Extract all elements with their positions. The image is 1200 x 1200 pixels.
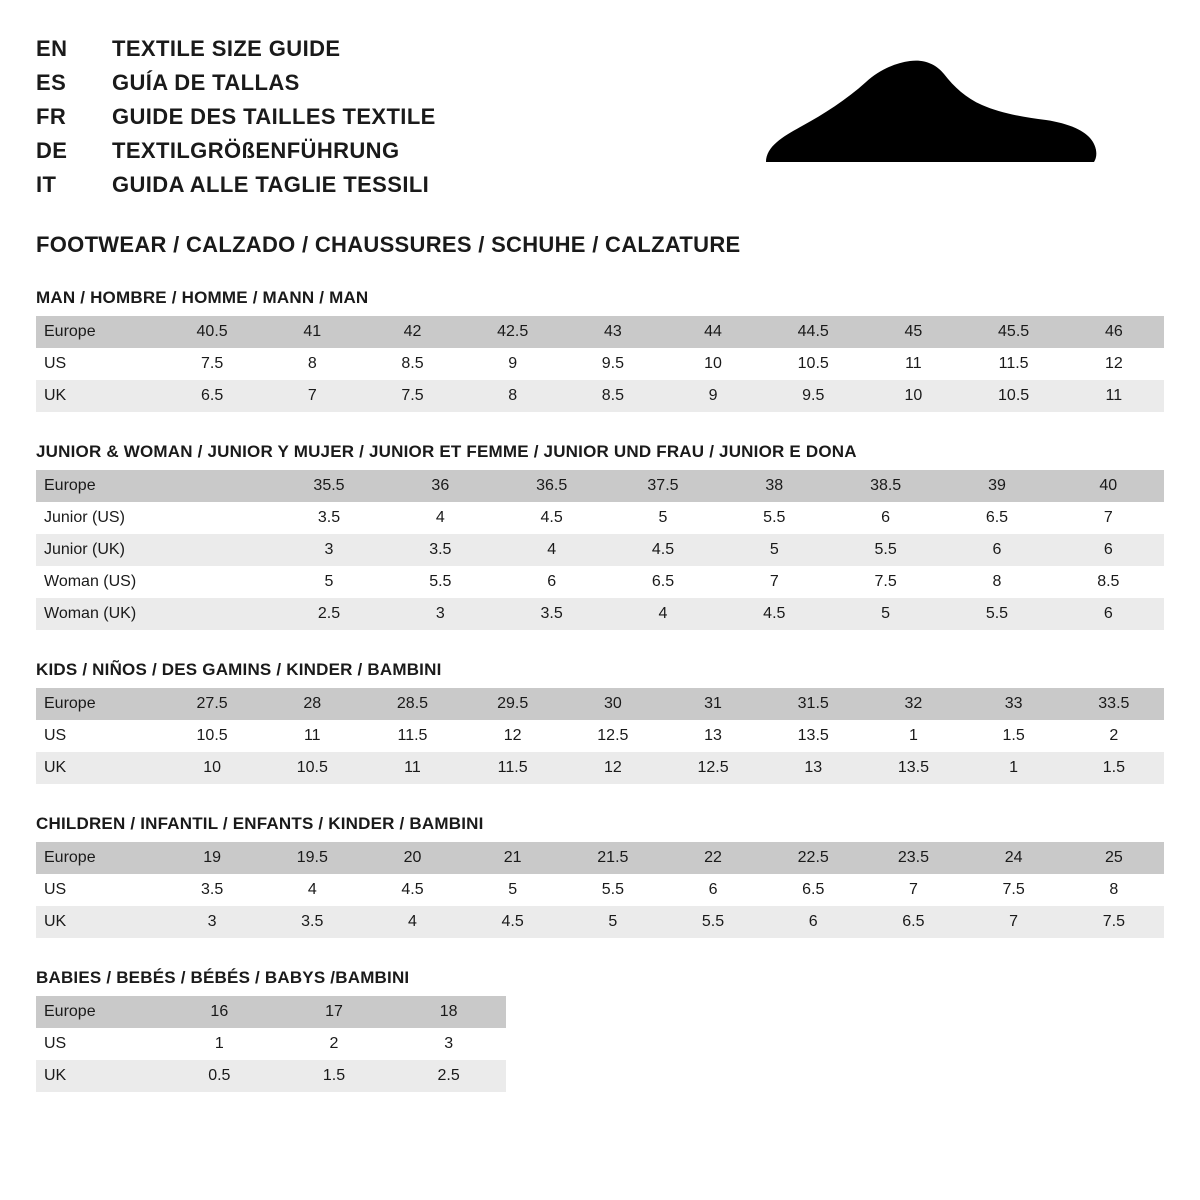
cell: 25 [1064,842,1164,874]
cell: 29.5 [463,688,563,720]
cell: 6 [1053,534,1164,566]
cell: 11 [262,720,362,752]
cell: 9.5 [763,380,863,412]
row-label: Junior (US) [36,502,162,534]
cell: 41 [262,316,362,348]
row-label: Europe [36,470,162,502]
cell: 20 [362,842,462,874]
cell: 1.5 [1064,752,1164,784]
cell: 5.5 [563,874,663,906]
cell: 11.5 [362,720,462,752]
cell: 4 [607,598,718,630]
cell: 3.5 [385,534,496,566]
cell: 13.5 [763,720,863,752]
cell: 4.5 [463,906,563,938]
cell: 37.5 [607,470,718,502]
cell: 7 [1053,502,1164,534]
row-label: Europe [36,842,162,874]
cell: 28 [262,688,362,720]
cell: 1 [863,720,963,752]
cell: 6.5 [162,380,262,412]
cell: 5.5 [663,906,763,938]
cell: 28.5 [362,688,462,720]
shoe-illustration [754,50,1134,180]
cell: 8 [463,380,563,412]
size-table-man [36,316,1164,412]
table-row [36,534,1164,566]
table-row [36,470,1164,502]
cell: 10.5 [763,348,863,380]
row-label: Junior (UK) [36,534,162,566]
table-row [36,842,1164,874]
row-label: UK [36,1060,162,1092]
cell: 39 [941,470,1052,502]
cell: 35.5 [273,470,384,502]
cell: 7.5 [830,566,941,598]
cell: 10 [863,380,963,412]
cell: 8 [262,348,362,380]
cell: 6 [830,502,941,534]
row-label: Woman (UK) [36,598,162,630]
language-row [36,138,436,172]
cell: 40 [1053,470,1164,502]
cell: 3.5 [162,874,262,906]
cell: 3.5 [262,906,362,938]
table-row [36,874,1164,906]
table-row [36,566,1164,598]
section-title: KIDS / NIÑOS / DES GAMINS / KINDER / BAMBINI [36,660,442,679]
section-title: CHILDREN / INFANTIL / ENFANTS / KINDER / BAMBINI [36,814,484,833]
cell: 5 [563,906,663,938]
cell: 44 [663,316,763,348]
language-code: FR [36,104,67,129]
cell: 3 [162,906,262,938]
cell: 7.5 [162,348,262,380]
cell: 11.5 [463,752,563,784]
cell: 32 [863,688,963,720]
cell: 8.5 [362,348,462,380]
cell: 44.5 [763,316,863,348]
cell: 16 [162,996,277,1028]
language-title: GUIDA ALLE TAGLIE TESSILI [112,172,430,197]
section-title: BABIES / BEBÉS / BÉBÉS / BABYS /BAMBINI [36,968,410,987]
size-table-kids [36,688,1164,784]
cell: 22 [663,842,763,874]
table-row [36,996,506,1028]
language-code: IT [36,172,57,197]
cell: 33.5 [1064,688,1164,720]
cell: 5 [273,566,384,598]
section-title: MAN / HOMBRE / HOMME / MANN / MAN [36,288,369,307]
cell: 17 [277,996,392,1028]
cell: 3 [273,534,384,566]
size-table-babies [36,996,506,1092]
language-row [36,104,436,138]
cell: 33 [964,688,1064,720]
cell: 11 [863,348,963,380]
cell: 6.5 [607,566,718,598]
cell: 19.5 [262,842,362,874]
cell: 12 [1064,348,1164,380]
cell: 5 [719,534,830,566]
cell: 4.5 [362,874,462,906]
cell: 7 [719,566,830,598]
cell: 31 [663,688,763,720]
cell [162,534,273,566]
table-row [36,598,1164,630]
header [36,32,1164,206]
cell: 21.5 [563,842,663,874]
cell: 6 [763,906,863,938]
cell: 42 [362,316,462,348]
cell: 1 [162,1028,277,1060]
cell: 38.5 [830,470,941,502]
cell: 7.5 [362,380,462,412]
cell: 2.5 [273,598,384,630]
row-label: US [36,348,162,380]
cell: 9 [663,380,763,412]
cell [162,566,273,598]
cell: 7.5 [1064,906,1164,938]
row-label: US [36,874,162,906]
cell: 2 [277,1028,392,1060]
cell: 18 [391,996,506,1028]
cell: 8 [941,566,1052,598]
cell: 45.5 [964,316,1064,348]
cell: 36.5 [496,470,607,502]
section-man [36,288,1164,412]
cell: 13 [763,752,863,784]
cell: 7 [863,874,963,906]
cell [162,502,273,534]
row-label: Europe [36,996,162,1028]
cell: 6.5 [763,874,863,906]
cell: 8.5 [1053,566,1164,598]
section-junior-woman [36,442,1164,630]
cell: 4 [362,906,462,938]
language-code: ES [36,70,67,95]
language-row [36,70,436,104]
cell: 4.5 [607,534,718,566]
cell: 11 [1064,380,1164,412]
table-row [36,348,1164,380]
row-label: UK [36,906,162,938]
language-code: EN [36,36,68,61]
cell: 24 [964,842,1064,874]
cell: 42.5 [463,316,563,348]
row-label: Woman (US) [36,566,162,598]
cell [162,470,273,502]
cell: 13 [663,720,763,752]
cell: 1.5 [964,720,1064,752]
cell: 22.5 [763,842,863,874]
row-label: Europe [36,316,162,348]
table-row [36,906,1164,938]
section-babies [36,968,1164,1092]
cell: 6 [941,534,1052,566]
language-row [36,36,436,70]
cell: 10.5 [262,752,362,784]
cell: 4 [262,874,362,906]
cell: 7 [964,906,1064,938]
cell: 9.5 [563,348,663,380]
cell: 5 [830,598,941,630]
cell: 12.5 [663,752,763,784]
cell: 12 [463,720,563,752]
cell: 11.5 [964,348,1064,380]
cell: 3.5 [273,502,384,534]
table-row [36,380,1164,412]
cell: 43 [563,316,663,348]
row-label: UK [36,752,162,784]
row-label: UK [36,380,162,412]
cell: 10.5 [162,720,262,752]
cell: 36 [385,470,496,502]
cell: 6.5 [863,906,963,938]
cell: 3.5 [496,598,607,630]
cell: 21 [463,842,563,874]
table-row [36,752,1164,784]
category-title: FOOTWEAR / CALZADO / CHAUSSURES / SCHUHE / CALZATURE [36,232,741,257]
section-kids [36,660,1164,784]
cell: 5.5 [719,502,830,534]
cell: 4 [385,502,496,534]
cell: 46 [1064,316,1164,348]
cell: 45 [863,316,963,348]
cell: 4.5 [719,598,830,630]
language-title: GUIDE DES TAILLES TEXTILE [112,104,436,129]
section-children [36,814,1164,938]
cell: 5.5 [385,566,496,598]
row-label: Europe [36,688,162,720]
cell: 11 [362,752,462,784]
cell: 10 [162,752,262,784]
table-row [36,1028,506,1060]
table-row [36,688,1164,720]
cell: 23.5 [863,842,963,874]
cell: 0.5 [162,1060,277,1092]
cell: 6 [496,566,607,598]
cell: 8.5 [563,380,663,412]
cell: 2.5 [391,1060,506,1092]
cell: 3 [385,598,496,630]
cell: 30 [563,688,663,720]
table-row [36,720,1164,752]
cell: 6 [1053,598,1164,630]
table-row [36,502,1164,534]
size-table-junior-woman [36,470,1164,630]
table-row [36,1060,506,1092]
cell: 2 [1064,720,1164,752]
section-title: JUNIOR & WOMAN / JUNIOR Y MUJER / JUNIOR ET FEMME / JUNIOR UND FRAU / JUNIOR E DONA [36,442,857,461]
table-row [36,316,1164,348]
cell: 1 [964,752,1064,784]
cell: 7 [262,380,362,412]
row-label: US [36,720,162,752]
cell: 4 [496,534,607,566]
cell: 13.5 [863,752,963,784]
size-table-children [36,842,1164,938]
cell [162,598,273,630]
cell: 6.5 [941,502,1052,534]
cell: 4.5 [496,502,607,534]
cell: 5.5 [830,534,941,566]
language-title: GUÍA DE TALLAS [112,70,300,95]
language-row [36,172,436,206]
cell: 7.5 [964,874,1064,906]
cell: 10 [663,348,763,380]
cell: 5.5 [941,598,1052,630]
cell: 31.5 [763,688,863,720]
cell: 5 [463,874,563,906]
language-title: TEXTILE SIZE GUIDE [112,36,341,61]
cell: 3 [391,1028,506,1060]
cell: 27.5 [162,688,262,720]
language-title: TEXTILGRÖßENFÜHRUNG [112,138,400,163]
cell: 10.5 [964,380,1064,412]
cell: 12 [563,752,663,784]
cell: 1.5 [277,1060,392,1092]
language-code: DE [36,138,68,163]
cell: 5 [607,502,718,534]
cell: 12.5 [563,720,663,752]
row-label: US [36,1028,162,1060]
cell: 6 [663,874,763,906]
cell: 8 [1064,874,1164,906]
dress-shoe-icon [766,61,1096,162]
cell: 19 [162,842,262,874]
cell: 40.5 [162,316,262,348]
language-list [36,36,436,206]
cell: 9 [463,348,563,380]
cell: 38 [719,470,830,502]
